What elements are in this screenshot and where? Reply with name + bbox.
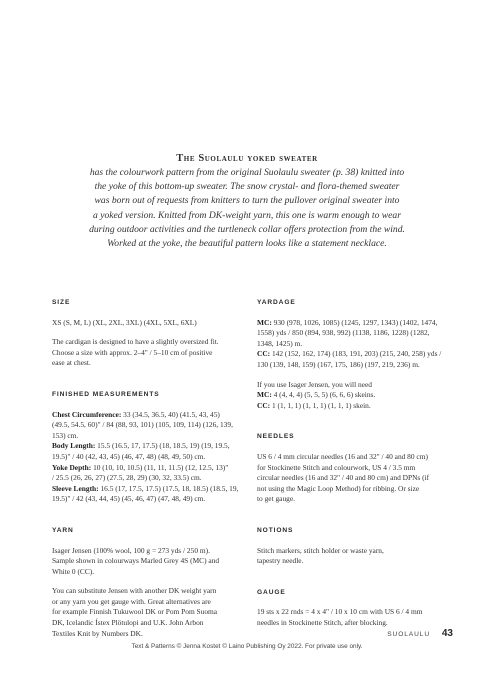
fit-line: Choose a size with approx. 2–4" / 5–10 cm of positive [52,347,213,357]
right-column [257,298,453,637]
left-column [52,298,252,648]
fit-line: ease at chest. [52,358,91,368]
yoke-text: / 25.5 (26, 26, 27) (27.5, 28, 29) (30, 32, 33.5) cm. [52,473,202,483]
yarn-heading: YARN [52,526,74,534]
yardage-heading: YARDAGE [257,299,296,306]
body-length [52,441,252,462]
chest-text: 33 (34.5, 36.5, 40) (41.5, 43, 45) [121,409,220,419]
pattern-title: The Suolaulu yoked sweater [176,153,318,164]
gauge-description [257,607,453,628]
intro-paragraph [80,166,414,251]
mc-yardage [257,318,453,350]
yarn-line: Isager Jensen (100% wool, 100 g = 273 yds / 250 m). [52,545,210,555]
yarn-line: Textiles Knit by Numbers DK. [52,628,143,638]
notions-description [257,546,453,567]
needles-line: for Stockinette Stitch and colourwork, US 4 / 3.5 mm [257,462,416,472]
yarn-line: White 0 (CC). [52,566,95,576]
mc-label: MC: [257,317,272,327]
mc-text: 930 (978, 1026, 1085) (1245, 1297, 1343) (1402, 1474, [271,317,438,327]
chest-measurement [52,410,252,442]
sleeve-length [52,484,252,505]
mc-skeins-text: 4 (4, 4, 4) (5, 5, 5) (6, 6, 6) skeins. [271,390,376,400]
sleeve-text: 19.5)" / 42 (43, 44, 45) (45, 46, 47) (47, 48, 49) cm. [52,494,206,504]
yarn-line: or any yarn you get gauge with. Great alternatives are [52,596,211,606]
chest-label: Chest Circumference: [52,409,122,419]
yoke-depth [52,463,252,484]
intro-line: was born out of requests from knitters to turn the pullover original sweater into [94,195,400,207]
cc-label: CC: [257,349,271,359]
chest-text: (49.5, 54.5, 60)" / 84 (88, 93, 101) (105, 109, 114) (126, 139, [52,420,233,430]
yarn-line: for example Finnish Tukuwool DK or Pom Pom Suoma [52,607,218,617]
measurements-heading: FINISHED MEASUREMENTS [52,390,160,398]
yoke-label: Yoke Depth: [52,462,92,472]
size-list: XS (S, M, L) (XL, 2XL, 3XL) (4XL, 5XL, 6XL) [52,317,197,327]
gauge-line: 19 sts x 22 rnds = 4 x 4" / 10 x 10 cm with US 6 / 4 mm [257,607,423,617]
yarn-line: Sample shown in colourways Marled Grey 4S (MC) and [52,556,220,566]
size-heading: SIZE [52,299,71,306]
gauge-heading: GAUGE [257,588,286,596]
cc-text: 130 (139, 148, 159) (167, 175, 186) (197, 219, 236) m. [257,359,420,369]
intro-line: Worked at the yoke, the beautiful pattern looks like a statement necklace. [107,238,387,250]
needles-line: not using the Magic Loop Method) for ribbing. Or size [257,483,420,493]
mc-text: 1558) yds / 850 (894, 938, 992) (1138, 1186, 1228) (1282, [257,328,430,338]
intro-line: during outdoor activities and the turtleneck collar offers protection from the wind. [89,223,405,235]
needles-line: circular needles (16 and 32" / 40 and 80 cm) and DPNs (if [257,473,430,483]
fit-note [52,337,252,369]
notions-heading: NOTIONS [257,526,294,534]
cc-yardage [257,349,453,370]
intro-line: the yoke of this bottom-up sweater. The snow crystal- and flora-themed sweater [94,181,400,193]
copyright-notice: Text & Patterns © Jenna Kostet © Laino Publishing Oy 2022. For private use only. [131,643,363,650]
page-number: 43 [441,628,453,639]
intro-line: a yoked version. Knitted from DK-weight yarn, this one is warm enough to wear [93,209,401,221]
needles-heading: NEEDLES [257,433,295,441]
isager-line: If you use Isager Jensen, you will need [257,379,372,389]
body-text: 15.5 (16.5, 17, 17.5) (18, 18.5, 19) (19, 19.5, [95,441,230,451]
yarn-description [52,546,252,578]
mc-text: 1348, 1425) m. [257,338,303,348]
notions-line: tapestry needle. [257,556,304,566]
mc-skeins-label: MC: [257,390,272,400]
cc-skeins-text: 1 (1, 1, 1) (1, 1, 1) (1, 1, 1) skein. [270,400,371,410]
yarn-line: You can substitute Jensen with another DK weight yarn [52,586,217,596]
intro-line: has the colourwork pattern from the original Suolaulu sweater (p. 38) knitted into [89,167,405,178]
body-label: Body Length: [52,441,96,451]
yarn-substitutes [52,586,252,639]
yoke-text: 10 (10, 10, 10.5) (11, 11, 11.5) (12, 12.5, 13)" [91,462,229,472]
chest-text: 153) cm. [52,430,79,440]
yarn-line: DK, Icelandic Ístex Plötulopi and U.K. John Arbon [52,618,204,628]
skein-counts [257,380,453,412]
gauge-line: needles in Stockinette Stitch, after blocking. [257,617,388,627]
sleeve-label: Sleeve Length: [52,483,99,493]
body-text: 19.5)" / 40 (42, 43, 45) (46, 47, 48) (48, 49, 50) cm. [52,451,206,461]
cc-text: 142 (152, 162, 174) (183, 191, 203) (215, 240, 258) yds / [270,349,442,359]
needles-line: US 6 / 4 mm circular needles (16 and 32" / 40 and 80 cm) [257,451,428,461]
footer-brand: SUOLAULU [387,631,430,638]
sleeve-text: 16.5 (17, 17.5, 17.5) (17.5, 18, 18.5) (18.5, 19, [98,483,239,493]
fit-line: The cardigan is designed to have a slightly oversized fit. [52,337,219,347]
notions-line: Stitch markers, stitch holder or waste yarn, [257,545,384,555]
cc-skeins-label: CC: [257,400,271,410]
needles-line: to get gauge. [257,494,295,504]
needles-description [257,452,453,505]
